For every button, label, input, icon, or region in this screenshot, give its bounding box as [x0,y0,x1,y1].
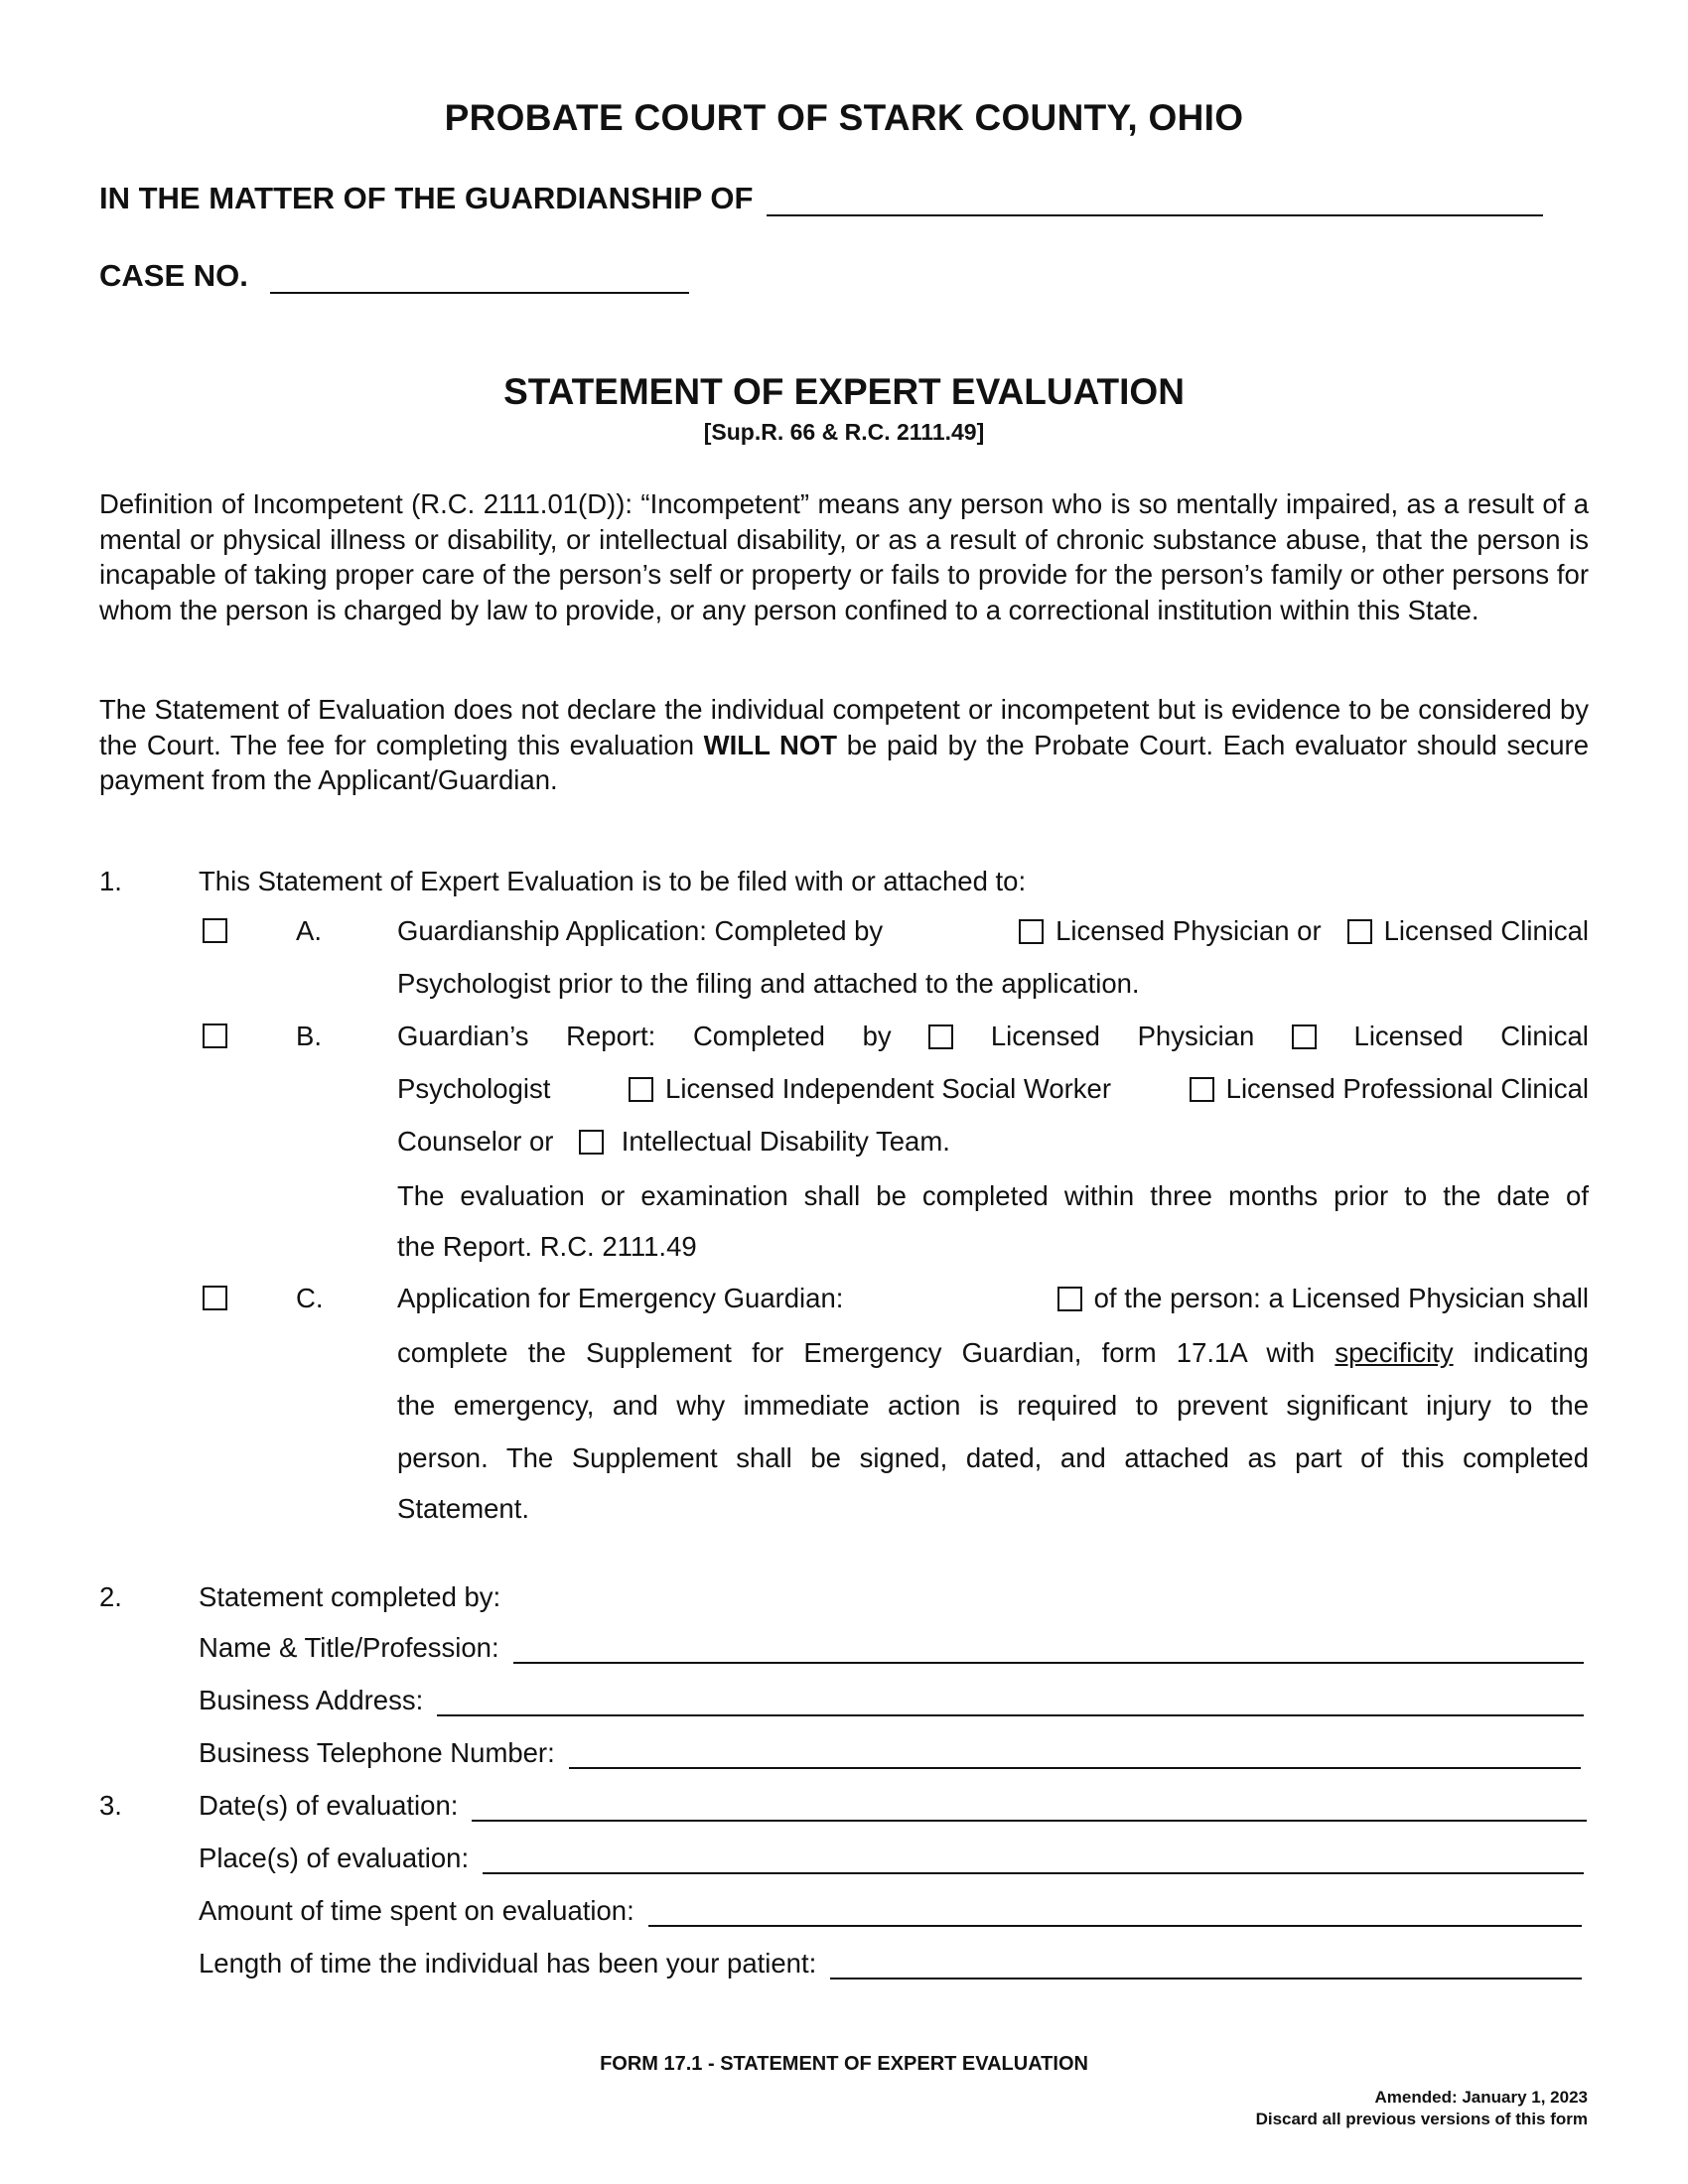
form-title: STATEMENT OF EXPERT EVALUATION [503,371,1185,412]
c-line-2-post: indicating [1453,1337,1589,1368]
b-word-licensed-1: Licensed [990,1021,1100,1051]
option-a-letter: A. [296,915,322,946]
option-a-line-1 [397,915,1589,947]
b-lpcc-checkbox[interactable] [1190,1077,1214,1102]
evaluation-places-label: Place(s) of evaluation: [199,1843,470,1873]
section-1-heading: This Statement of Expert Evaluation is to be filed with or attached to: [199,866,1027,896]
section-2-heading: Statement completed by: [199,1581,501,1612]
option-b-note-2: the Report. R.C. 2111.49 [397,1231,697,1262]
option-b-line-1 [397,1021,1589,1052]
option-b-letter: B. [296,1021,322,1051]
patient-duration-row [199,1948,1582,1979]
b-psychologist-label: Psychologist [397,1073,551,1104]
b-lisw-checkbox[interactable] [629,1077,653,1102]
form-subtitle: [Sup.R. 66 & R.C. 2111.49] [703,419,985,445]
c-line-2-pre: complete the Supplement for Emergency Guardian, form 17.1A with [397,1337,1336,1368]
option-b-line-3 [397,1126,950,1158]
patient-duration-field[interactable] [830,1950,1582,1979]
option-c-line-4: person. The Supplement shall be signed, dated, and attached as part of this completed [397,1442,1589,1473]
c-specificity: specificity [1335,1337,1454,1368]
b-licensed-physician-checkbox[interactable] [928,1024,953,1049]
guardianship-matter-row [99,181,1543,216]
option-b-line-2 [397,1073,1589,1105]
will-not-emphasis: WILL NOT [703,729,838,760]
incompetent-definition: Definition of Incompetent (R.C. 2111.01(D)): “Incompetent” means any person who is so mentally impaired, as a result of a mental or physical illness or disability, or intellectual disability, or as a result of chronic substance abuse, that the person is incapable of taking proper care of the person’s self or property or fails to provide for the person’s family or other persons for whom the person is charged by law to provide, or any person confined to a correctional institution within this State. [99,488,1589,625]
name-title-label: Name & Title/Profession: [199,1632,499,1663]
footer-revision [1256,2087,1588,2130]
b-counselor-label: Counselor or [397,1126,554,1157]
c-application-label: Application for Emergency Guardian: [397,1283,844,1313]
a-licensed-physician-checkbox[interactable] [1019,919,1044,944]
statement-part-1: The Statement of Evaluation does not declare the individual competent or incompetent but is evidence to be considered by the Court. The fee for completing this evaluation [99,694,1589,760]
option-b-checkbox[interactable] [203,1024,227,1048]
case-number-field[interactable] [270,262,689,294]
footer-amended: Amended: January 1, 2023 [1374,2088,1588,2107]
time-spent-row [199,1895,1582,1927]
b-word-guardians: Guardian’s [397,1021,529,1051]
ward-name-field[interactable] [767,185,1543,216]
name-title-field[interactable] [513,1634,1584,1664]
business-address-field[interactable] [437,1687,1584,1716]
section-2-number: 2. [99,1581,122,1612]
option-a-checkbox[interactable] [203,918,227,943]
time-spent-field[interactable] [648,1897,1582,1927]
evaluation-dates-label: Date(s) of evaluation: [199,1790,459,1821]
c-of-the-person-label: of the person: a Licensed Physician shall [1093,1283,1589,1313]
option-c-checkbox[interactable] [203,1286,227,1310]
section-1-number: 1. [99,866,122,896]
business-phone-label: Business Telephone Number: [199,1737,555,1768]
b-licensed-clinical-psychologist-checkbox[interactable] [1292,1024,1317,1049]
name-title-row [199,1632,1584,1664]
evaluation-dates-row [199,1790,1587,1822]
b-word-completed: Completed [692,1021,825,1051]
b-word-licensed-2: Licensed [1353,1021,1464,1051]
statement-part-2: be paid by the Probate Court. Each evaluator should secure payment from the Applicant/Guardian. [99,729,1589,795]
b-idt-label: Intellectual Disability Team. [621,1126,950,1157]
b-word-report: Report: [566,1021,656,1051]
option-b-note-1: The evaluation or examination shall be completed within three months prior to the date of [397,1180,1589,1211]
option-c-line-5: Statement. [397,1493,529,1524]
section-3-number: 3. [99,1790,122,1821]
b-word-physician: Physician [1137,1021,1255,1051]
option-c-line-1 [397,1283,1589,1314]
option-c-line-3: the emergency, and why immediate action is required to prevent significant injury to the [397,1390,1589,1421]
a-licensed-clinical-label: Licensed Clinical [1383,915,1589,946]
b-word-by: by [862,1021,892,1051]
b-intellectual-disability-team-checkbox[interactable] [579,1130,604,1155]
footer-discard: Discard all previous versions of this form [1255,2110,1588,2128]
a-licensed-clinical-psychologist-checkbox[interactable] [1347,919,1372,944]
matter-label: IN THE MATTER OF THE GUARDIANSHIP OF [99,181,754,215]
evaluation-places-field[interactable] [483,1844,1584,1874]
footer-form-name: FORM 17.1 - STATEMENT OF EXPERT EVALUATION [600,2053,1088,2075]
option-a-text: Guardianship Application: Completed by [397,915,884,946]
business-phone-field[interactable] [569,1739,1581,1769]
case-label: CASE NO. [99,258,248,293]
evaluation-places-row [199,1843,1584,1874]
option-c-letter: C. [296,1283,324,1313]
c-of-the-person-checkbox[interactable] [1057,1287,1082,1311]
business-phone-row [199,1737,1581,1769]
b-word-clinical: Clinical [1500,1021,1589,1051]
evaluation-statement [99,692,1589,798]
time-spent-label: Amount of time spent on evaluation: [199,1895,634,1926]
b-lpcc-label: Licensed Professional Clinical [1225,1073,1589,1104]
case-number-row [99,258,689,294]
evaluation-dates-field[interactable] [472,1792,1587,1822]
option-c-line-2 [397,1335,1589,1371]
court-title: PROBATE COURT OF STARK COUNTY, OHIO [444,97,1244,138]
patient-duration-label: Length of time the individual has been your patient: [199,1948,817,1979]
business-address-label: Business Address: [199,1685,424,1715]
business-address-row [199,1685,1584,1716]
a-licensed-physician-label: Licensed Physician or [1055,915,1322,946]
b-lisw-label: Licensed Independent Social Worker [665,1073,1111,1104]
option-a-line-2: Psychologist prior to the filing and attached to the application. [397,968,1140,999]
